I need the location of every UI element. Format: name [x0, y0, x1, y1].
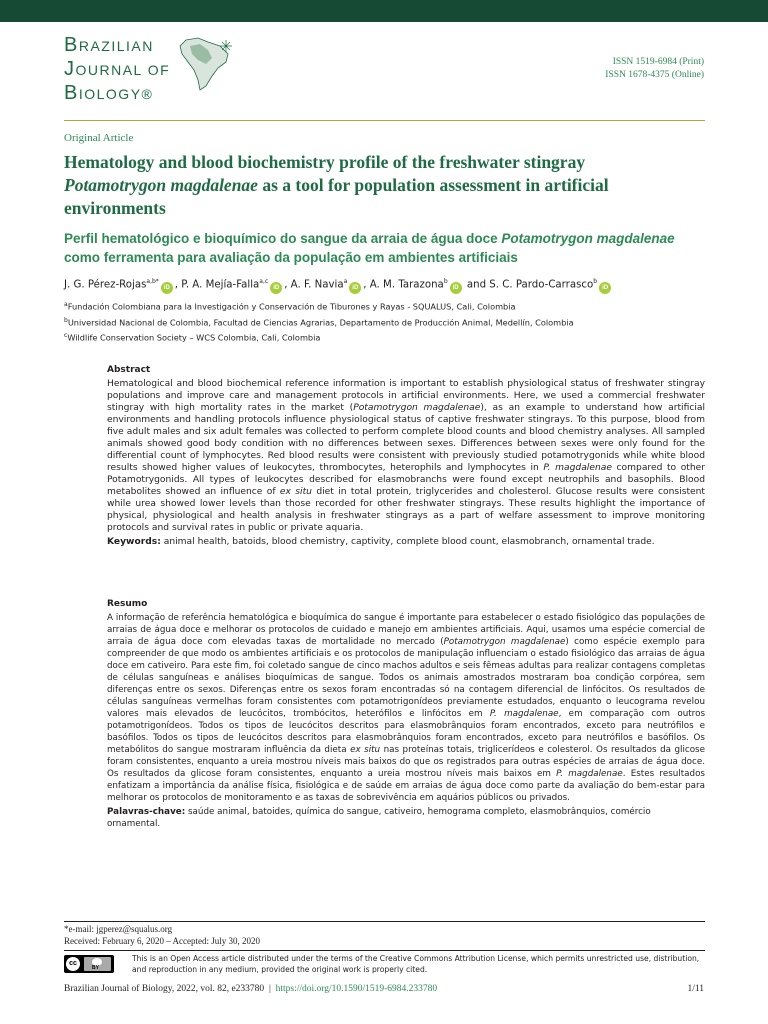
- corresponding-email[interactable]: *e-mail: jgperez@squalus.org: [64, 924, 173, 934]
- license-text: This is an Open Access article distributed under the terms of the Creative Commons Attribution License, which permits unrestricted use, distribution, and reproduction in any medium, provided the original work is properly cited.: [132, 954, 700, 974]
- article-subtitle: Perfil hematológico e bioquímico do sangue da arraia de água doce Potamotrygon magdalenae como ferramenta para avaliação da população em ambientes artificiais: [64, 231, 675, 265]
- author-list: J. G. Pérez-Rojas$^{a,b*}$iD , P. A. Mejía-Falla$^{a,c}$iD , A. F. Navia$^a$iD , A. M. Tarazona$^b$iD and S. C. Pardo-Carrasco$^b$iD: [64, 278, 704, 294]
- author-name: S. C. Pardo-Carrasco: [489, 279, 594, 291]
- affiliation: $^c$Wildlife Conservation Society – WCS Colombia, Cali, Colombia: [64, 332, 321, 344]
- top-bar: [0, 0, 768, 22]
- issn-print: ISSN 1519-6984 (Print): [612, 57, 704, 67]
- article-title: Hematology and blood biochemistry profile of the freshwater stingray Potamotrygon magdalenae as a tool for population assessment in artificial environments: [64, 152, 609, 218]
- cc-icon: cc: [66, 957, 80, 971]
- abstract-heading: Abstract: [107, 365, 151, 375]
- author-name: P. A. Mejía-Falla: [181, 279, 260, 291]
- license-divider: [64, 950, 705, 951]
- logo-line-1: BRAZILIAN: [64, 34, 154, 56]
- abstract-body: Hematological and blood biochemical reference information is important to establish physiological status of freshwater stingray populations and improve care and management protocols in artificial environments. Here, we used a commercial freshwater stingray with high mortality rates in the market (Potamotrygon magdalenae), as an example to understand how artificial environments and handling protocols influence physiological status of captive freshwater stingrays. To this purpose, blood from five adult males and six adult females was collected to perform complete blood counts and blood chemistry analyses. All sampled animals showed good body condition with no differences between sexes. Differences between sexes were only found for the differential count of lymphocytes. Red blood results were consistent with previously studied potamotrygonids while white blood results showed higher values of leukocytes, thrombocytes, heterophils and lymphocytes in P. magdalenae compared to other Potamotrygonids. All types of leukocytes described for elasmobranchs were found except neutrophils and basophils. Blood metabolites showed an influence of ex situ diet in total protein, triglycerides and cholesterol. Glucose results were consistent while urea showed lower levels than those recorded for other freshwater stingrays. These results highlight the importance of physical, physiological and health analysis in freshwater stingrays as a part of welfare assessment to improve monitoring protocols and survival rates in public or private aquaria.: [107, 379, 705, 533]
- issn-online: ISSN 1678-4375 (Online): [605, 70, 704, 80]
- resumo-body: A informação de referência hematológica e bioquímica do sangue é importante para estabelecer o estado fisiológico das populações de arraias de água doce e melhorar os protocolos de cuidado e manejo em ambientes artificiais. Aqui, usamos uma espécie comercial de arraia de água doce com elevadas taxas de mortalidade no mercado (Potamotrygon magdalenae) como espécie exemplo para compreender de que modo os ambientes artificiais e os protocolos de manipulação influenciam o estado fisiológico das arraias de água doce em cativeiro. Para este fim, foi coletado sangue de cinco machos adultos e seis fêmeas adultas para realizar contagens completas de células sanguíneas e análises bioquímicas de sangue. Todos os animais amostrados mostraram boa condição corpórea, sem diferenças entre os sexos. Diferenças entre os sexos foram encontradas só na contagem diferencial de linfócitos. Os resultados de células sanguíneas vermelhas foram consistentes com potamotrigonídeos previamente estudados, enquanto o leucograma revelou valores mais elevados de leucócitos, trombócitos, heterófilos e linfócitos em P. magdalenae, em comparação com outros potamotrigonídeos. Todos os tipos de leucócitos descritos para elasmobrânquios foram encontrados, exceto para neutrófilos e basófilos. Todos os tipos de leucócitos descritos para elasmobrânquios foram encontrados, exceto para neutrófilos e basófilos. Os metabólitos do sangue mostraram influência da dieta ex situ nas proteínas totais, triglicerídeos e colesterol. Os resultados da glicose foram consistentes, enquanto a ureia mostrou níveis mais baixos do que os registrados para outras espécies de arraias de água doce. Os resultados da glicose foram consistentes, enquanto a ureia mostrou níveis mais baixos em P. magdalenae. Estes resultados enfatizam a importância da análise física, fisiológica e de saúde em arraias de água doce como parte da avaliação do bem-estar para melhorar os protocolos de monitoramento e as taxas de sobrevivência em aquários públicos ou privados.: [107, 613, 706, 803]
- affiliation: $^a$Fundación Colombiana para la Investigación y Conservación de Tiburones y Rayas - SQUALUS, Cali, Colombia: [64, 301, 516, 312]
- footnote-divider: [64, 921, 705, 922]
- resumo-section: [107, 598, 705, 830]
- affiliations: [64, 298, 574, 345]
- doi-link[interactable]: https://doi.org/10.1590/1519-6984.233780: [275, 984, 438, 994]
- author-name: J. G. Pérez-Rojas: [64, 279, 147, 291]
- resumo-heading: Resumo: [107, 599, 148, 609]
- orcid-icon[interactable]: iD: [450, 282, 462, 294]
- author-name: A. M. Tarazona: [369, 279, 444, 291]
- header-divider: [64, 120, 705, 121]
- orcid-icon[interactable]: iD: [270, 282, 282, 294]
- received-dates: Received: February 6, 2020 – Accepted: July 30, 2020: [64, 936, 260, 946]
- issn-block: [605, 56, 704, 82]
- abstract-keywords: Keywords: animal health, batoids, blood chemistry, captivity, complete blood count, elasmobranch, ornamental trade.: [107, 537, 655, 547]
- page-number: 1/11: [687, 984, 704, 994]
- resumo-keywords: Palavras-chave: saúde animal, batoides, química do sangue, cativeiro, hemograma completo, elasmobrânquios, comércio ornamental.: [107, 807, 651, 829]
- affiliation: $^b$Universidad Nacional de Colombia, Facultad de Ciencias Agrarias, Departamento de Producción Animal, Medellín, Colombia: [64, 316, 574, 328]
- south-america-map-icon: [168, 34, 238, 94]
- article-type: Original Article: [64, 132, 134, 144]
- cc-by-license-icon[interactable]: [64, 955, 114, 973]
- abstract-section: [107, 364, 705, 548]
- author-name: A. F. Navia: [290, 279, 344, 291]
- logo-line-3: BIOLOGY®: [64, 82, 154, 104]
- journal-citation: Brazilian Journal of Biology, 2022, vol. 82, e233780: [64, 984, 265, 994]
- orcid-icon[interactable]: iD: [161, 282, 173, 294]
- orcid-icon[interactable]: iD: [599, 282, 611, 294]
- orcid-icon[interactable]: iD: [349, 282, 361, 294]
- logo-line-2: JOURNAL OF: [64, 58, 171, 80]
- by-icon: BY: [84, 957, 111, 971]
- citation-line: Brazilian Journal of Biology, 2022, vol. 82, e233780 | https://doi.org/10.1590/1519-6984.233780: [64, 984, 438, 994]
